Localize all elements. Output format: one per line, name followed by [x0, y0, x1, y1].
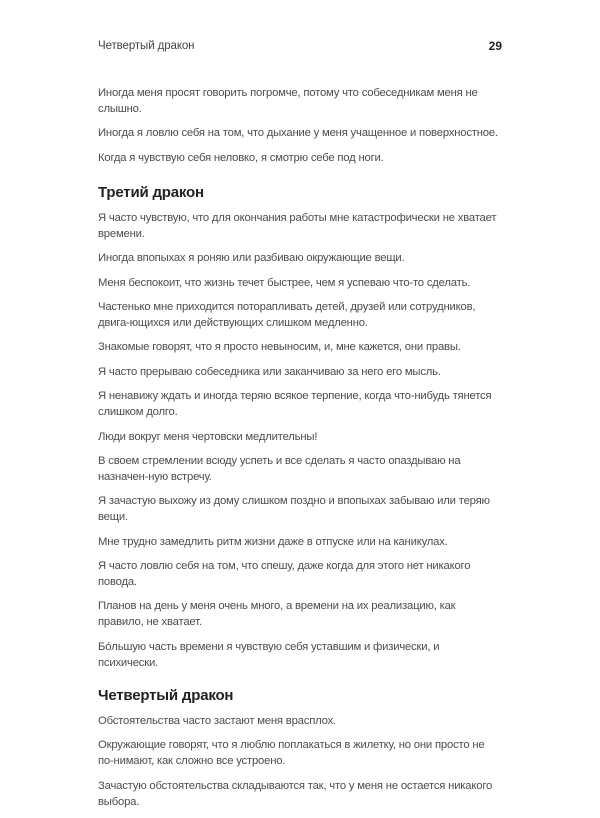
- third-dragon-item: Меня беспокоит, что жизнь течет быстрее, чем я успеваю что-то сделать.: [98, 276, 471, 289]
- third-dragon-item: Планов на день у меня очень много, а времени на их реализацию, как правило, не хватает.: [98, 600, 456, 629]
- third-dragon-item: Люди вокруг меня чертовски медлительны!: [98, 430, 318, 443]
- page-number: 29: [488, 39, 502, 53]
- third-dragon-item: Мне трудно замедлить ритм жизни даже в отпуске или на каникулах.: [98, 535, 448, 548]
- fourth-dragon-item: Зачастую обстоятельства складываются так, что у меня не остается никакого выбора.: [98, 779, 493, 808]
- third-dragon-item: Иногда впопыхах я роняю или разбиваю окружающие вещи.: [98, 252, 405, 265]
- third-dragon-item: В своем стремлении всюду успеть и все сделать я часто опаздываю на назначен-ную встречу.: [98, 454, 461, 483]
- intro-paragraph: Когда я чувствую себя неловко, я смотрю себе под ноги.: [98, 151, 384, 164]
- running-title: Четвертый дракон: [98, 40, 195, 52]
- third-dragon-heading: Третий дракон: [98, 183, 204, 201]
- third-dragon-item: Я часто чувствую, что для окончания работы мне катастрофически не хватает времени.: [98, 211, 497, 240]
- intro-paragraph: Иногда меня просят говорить погромче, потому что собеседникам меня не слышно.: [98, 87, 478, 115]
- intro-paragraph: Иногда я ловлю себя на том, что дыхание у меня учащенное и поверхностное.: [98, 127, 498, 140]
- fourth-dragon-item: Обстоятельства часто застают меня врасплох.: [98, 714, 336, 727]
- third-dragon-item: Я ненавижу ждать и иногда теряю всякое терпение, когда что-нибудь тянется слишком долго.: [98, 390, 492, 419]
- third-dragon-item: Я часто прерываю собеседника или заканчиваю за него его мысль.: [98, 365, 441, 378]
- third-dragon-item: Знакомые говорят, что я просто невыносим, и, мне кажется, они правы.: [98, 341, 461, 354]
- third-dragon-item: Я часто ловлю себя на том, что спешу, даже когда для этого нет никакого повода.: [98, 560, 471, 589]
- third-dragon-item: Частенько мне приходится поторапливать детей, друзей или сотрудников, двига-ющихся или действующих слишком медленно.: [98, 300, 476, 329]
- page-header: [98, 40, 502, 58]
- fourth-dragon-item: Окружающие говорят, что я люблю поплакаться в жилетку, но они просто не по-нимают, как сложно все устроено.: [98, 739, 485, 768]
- fourth-dragon-heading: Четвертый дракон: [98, 686, 234, 704]
- third-dragon-item: Бо́льшую часть времени я чувствую себя уставшим и физически, и психически.: [98, 640, 440, 669]
- page-body: [98, 85, 502, 818]
- third-dragon-item: Я зачастую выхожу из дому слишком поздно и впопыхах забываю или теряю вещи.: [98, 495, 490, 524]
